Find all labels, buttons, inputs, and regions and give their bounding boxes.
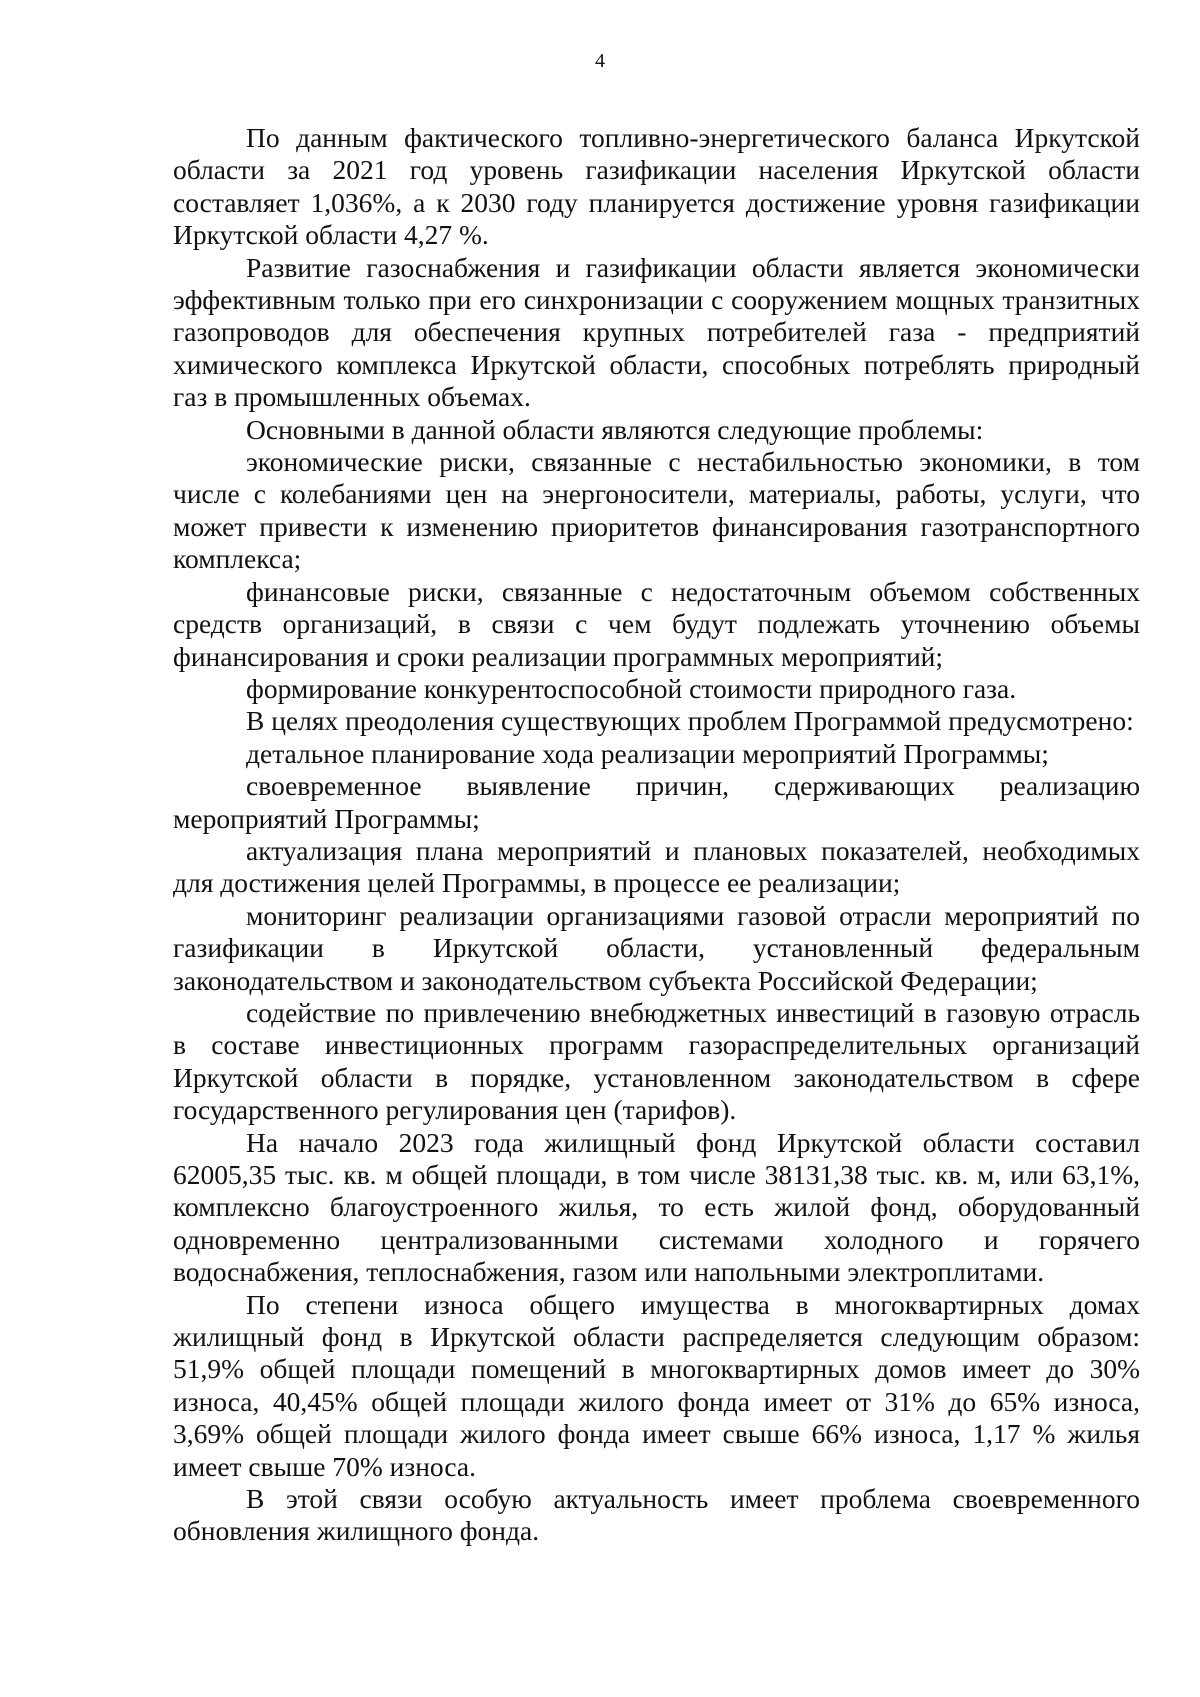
paragraph: На начало 2023 года жилищный фонд Иркутской области составил 62005,35 тыс. кв. м общей площади, в том числе 38131,38 тыс. кв. м, или 63,1%, комплексно благоустроенного жилья, то есть жилой фонд, оборудованный одновременно централизованными системами холодного и горячего водоснабжения, теплоснабжения, газом или напольными электроплитами. <box>173 1126 1140 1288</box>
paragraph: актуализация плана мероприятий и плановых показателей, необходимых для достижения целей Программы, в процессе ее реализации; <box>173 834 1140 899</box>
paragraph: В этой связи особую актуальность имеет проблема своевременного обновления жилищного фонда. <box>173 1483 1140 1547</box>
paragraph: По степени износа общего имущества в многоквартирных домах жилищный фонд в Иркутской области распределяется следующим образом: 51,9% общей площади помещений в многоквартирных домов имеет до 30% износа, 40,45% общей площади жилого фонда имеет от 31% до 65% износа, 3,69% общей площади жилого фонда имеет свыше 66% износа, 1,17 % жилья имеет свыше 70% износа. <box>173 1288 1140 1482</box>
paragraph: финансовые риски, связанные с недостаточным объемом собственных средств организаций, в связи с чем будут подлежать уточнению объемы финансирования и сроки реализации программных мероприятий; <box>173 575 1140 672</box>
paragraph: формирование конкурентоспособной стоимости природного газа. <box>246 672 1017 704</box>
document-body <box>173 122 1140 1548</box>
paragraph: Основными в данной области являются следующие проблемы: <box>246 413 984 445</box>
paragraph: В целях преодоления существующих проблем Программой предусмотрено: <box>246 705 1134 737</box>
page-number: 4 <box>595 50 605 72</box>
paragraph: экономические риски, связанные с нестабильностью экономики, в том числе с колебаниями цен на энергоносители, материалы, работы, услуги, что может привести к изменению приоритетов финансирования газотранспортного комплекса; <box>173 446 1140 575</box>
paragraph: Развитие газоснабжения и газификации области является экономически эффективным только при его синхронизации с сооружением мощных транзитных газопроводов для обеспечения крупных потребителей газа - предприятий химического комплекса Иркутской области, способных потреблять природный газ в промышленных объемах. <box>173 251 1140 413</box>
paragraph: мониторинг реализации организациями газовой отрасли мероприятий по газификации в Иркутской области, установленный федеральным законодательством и законодательством субъекта Российской Федерации; <box>173 899 1140 996</box>
paragraph: содействие по привлечению внебюджетных инвестиций в газовую отрасль в составе инвестиционных программ газораспределительных организаций Иркутской области в порядке, установленном законодательством в сфере государственного регулирования цен (тарифов). <box>173 996 1140 1126</box>
paragraph: своевременное выявление причин, сдерживающих реализацию мероприятий Программы; <box>173 770 1140 834</box>
paragraph: По данным фактического топливно-энергетического баланса Иркутской области за 2021 год уровень газификации населения Иркутской области составляет 1,036%, а к 2030 году планируется достижение уровня газификации Иркутской области 4,27 %. <box>173 122 1140 251</box>
paragraph: детальное планирование хода реализации мероприятий Программы; <box>246 737 1049 769</box>
